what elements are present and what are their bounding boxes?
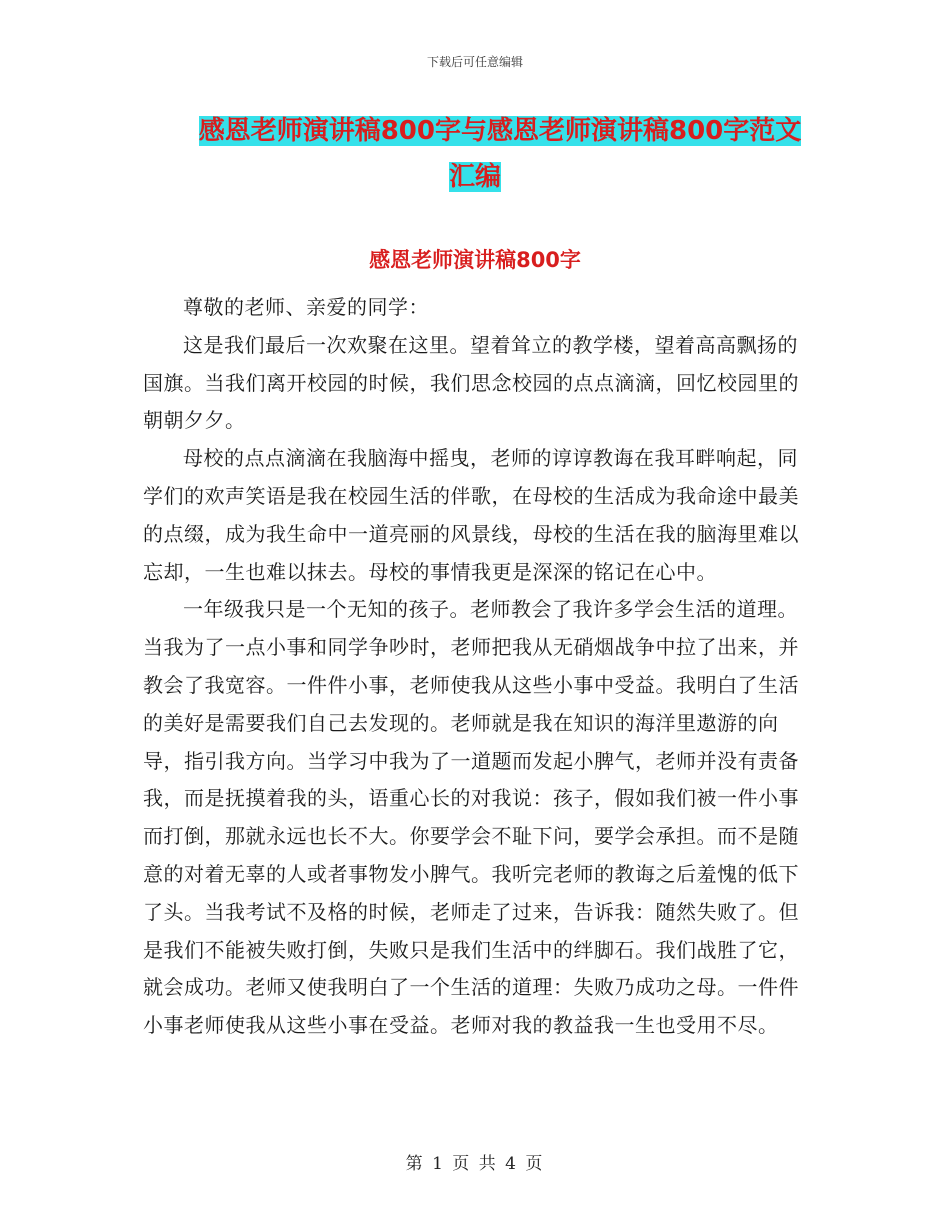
page-number-footer: 第 1 页 共 4 页 xyxy=(405,1154,545,1174)
document-title-line2: 汇编 xyxy=(448,162,501,192)
document-title xyxy=(0,108,950,200)
document-body xyxy=(143,289,807,1045)
paragraph: 一年级我只是一个无知的孩子。老师教会了我许多学会生活的道理。当我为了一点小事和同学争吵时，老师把我从无硝烟战争中拉了出来，并教会了我宽容。一件件小事，老师使我从这些小事中受益。我明白了生活的美好是需要我们自己去发现的。老师就是我在知识的海洋里遨游的向导，指引我方向。当学习中我为了一道题而发起小脾气，老师并没有责备我，而是抚摸着我的头，语重心长的对我说：孩子，假如我们被一件小事而打倒，那就永远也长不大。你要学会不耻下问，要学会承担。而不是随意的对着无辜的人或者事物发小脾气。我听完老师的教诲之后羞愧的低下了头。当我考试不及格的时候，老师走了过来，告诉我：随然失败了。但是我们不能被失败打倒，失败只是我们生活中的绊脚石。我们战胜了它，就会成功。老师又使我明白了一个生活的道理：失败乃成功之母。一件件小事老师使我从这些小事在受益。老师对我的教益我一生也受用不尽。 xyxy=(143,597,799,1038)
section-title: 感恩老师演讲稿800字 xyxy=(369,248,581,272)
paragraph: 这是我们最后一次欢聚在这里。望着耸立的教学楼，望着高高飘扬的国旗。当我们离开校园的时候，我们思念校园的点点滴滴，回忆校园里的朝朝夕夕。 xyxy=(143,332,799,433)
document-title-line1: 感恩老师演讲稿800字与感恩老师演讲稿800字范文 xyxy=(198,116,802,146)
paragraph: 母校的点点滴滴在我脑海中摇曳，老师的谆谆教诲在我耳畔响起，同学们的欢声笑语是我在校园生活的伴歌，在母校的生活成为我命途中最美的点缀，成为我生命中一道亮丽的风景线，母校的生活在我的脑海里难以忘却，一生也难以抹去。母校的事情我更是深深的铭记在心中。 xyxy=(143,446,799,584)
page-header-note: 下载后可任意编辑 xyxy=(426,55,523,69)
paragraph: 尊敬的老师、亲爱的同学： xyxy=(183,295,429,319)
